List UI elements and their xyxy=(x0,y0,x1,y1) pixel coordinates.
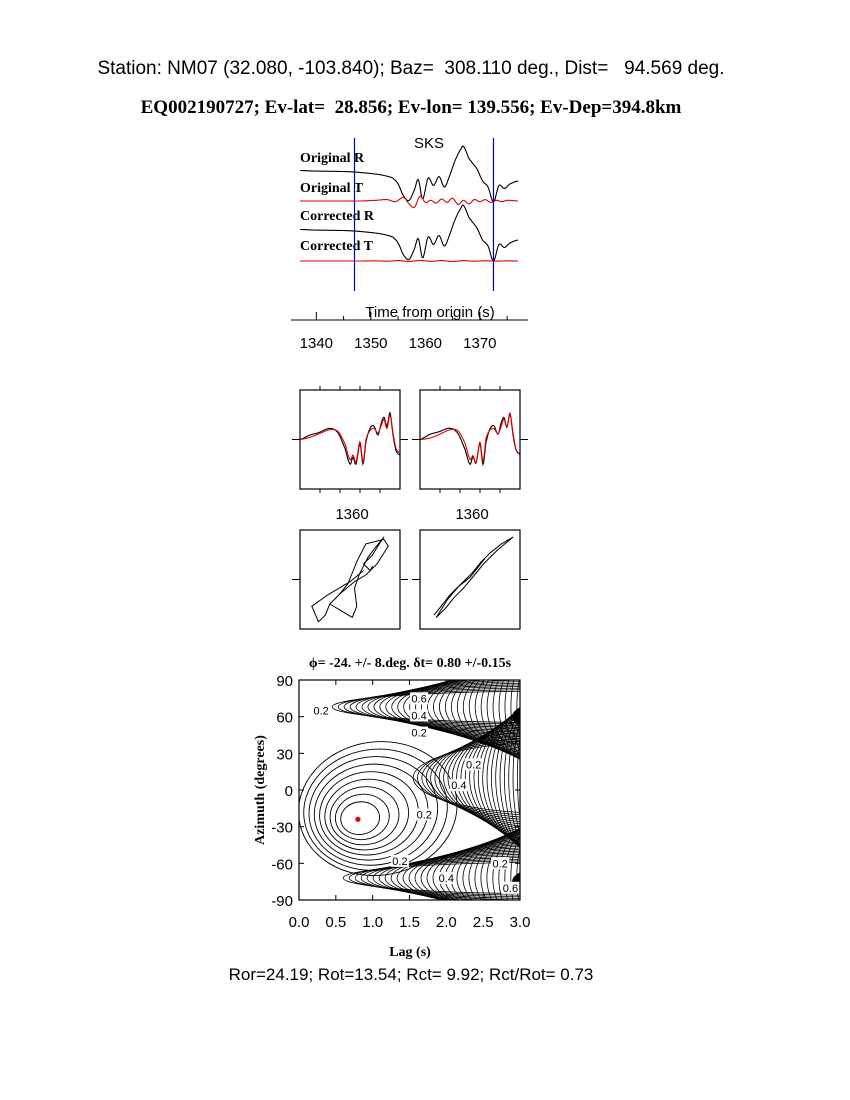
contour-label: 0.2 xyxy=(313,705,329,718)
contour-saturation xyxy=(512,868,572,896)
waveform-fit-frame xyxy=(420,390,520,489)
contour-x-tick-label: 3.0 xyxy=(509,914,531,931)
contour-y-tick-label: -60 xyxy=(271,856,293,874)
contour-x-tick-label: 2.5 xyxy=(472,914,494,931)
contour-label: 0.6 xyxy=(502,882,519,895)
trace-original-t xyxy=(300,196,518,208)
misfit-contour-panel xyxy=(253,637,759,960)
contour-line xyxy=(529,637,563,777)
phase-label: SKS xyxy=(414,135,445,152)
contour-line xyxy=(530,677,561,878)
predicted-waveform xyxy=(300,415,400,462)
waveform-fit-panel-1 xyxy=(292,386,408,523)
contour-label: 0.6 xyxy=(411,693,427,706)
event-info: EQ002190727; Ev-lat= 28.856; Ev-lon= 139.556; Ev-Dep=394.8km xyxy=(140,97,682,118)
fit-statistics: Ror=24.19; Rot=13.54; Rct= 9.92; Rct/Rot= 0.73 xyxy=(228,965,594,984)
contour-y-tick-label: 90 xyxy=(276,673,293,690)
contour-label: 0.2 xyxy=(411,727,427,740)
contour-x-tick-label: 1.5 xyxy=(399,914,420,931)
contour-line xyxy=(338,690,753,725)
seismogram-tick-label: 1350 xyxy=(354,335,388,352)
contour-title: ϕ= -24. +/- 8.deg. δt= 0.80 +/-0.15s xyxy=(308,656,512,671)
contour-line xyxy=(522,682,570,874)
contour-y-tick-label: -90 xyxy=(271,893,293,910)
contour-saturation xyxy=(512,703,572,731)
particle-motion-panel-2 xyxy=(412,530,528,629)
waveform-fit-frame xyxy=(300,390,400,489)
seismogram-tick-label: 1340 xyxy=(299,335,334,352)
contour-label: 0.4 xyxy=(438,873,454,885)
contour-line xyxy=(513,687,579,869)
seismogram-tick-label: 1360 xyxy=(408,335,443,352)
contour-line xyxy=(361,857,730,898)
contour-line xyxy=(529,811,563,944)
particle-motion-path xyxy=(434,537,513,617)
trace-label-original-t: Original T xyxy=(300,181,364,196)
station-info: Station: NM07 (32.080, -103.840); Baz= 308.110 deg., Dist= 94.569 deg. xyxy=(97,58,725,79)
waveform-fit-panel-2 xyxy=(412,386,528,523)
trace-corrected-t xyxy=(300,261,518,262)
contour-y-tick-label: 30 xyxy=(276,746,293,764)
contour-line xyxy=(523,639,569,775)
contour-label: 0.4 xyxy=(411,710,427,723)
contour-label: 0.2 xyxy=(492,858,508,871)
best-fit-marker xyxy=(355,817,360,822)
contour-line xyxy=(332,791,392,843)
particle-motion-panel-1 xyxy=(292,530,408,629)
contour-xlabel: Lag (s) xyxy=(389,945,431,960)
contour-line xyxy=(511,642,581,772)
fit-tick-label: 1360 xyxy=(455,506,489,523)
contour-line xyxy=(526,680,565,876)
contour-line xyxy=(478,706,613,849)
fit-tick-label: 1360 xyxy=(335,506,369,523)
contour-y-tick-label: -30 xyxy=(271,819,293,837)
seismogram-tick-label: 1370 xyxy=(463,335,497,352)
seismogram-xlabel: Time from origin (s) xyxy=(365,304,495,321)
contour-y-tick-label: 60 xyxy=(276,709,293,727)
trace-label-corrected-t: Corrected T xyxy=(300,239,373,254)
trace-label-original-r: Original R xyxy=(300,151,365,166)
contour-x-tick-label: 1.0 xyxy=(362,914,384,931)
waveform-fit-panels xyxy=(292,386,528,523)
contour-label: 0.2 xyxy=(392,855,408,868)
contour-label: 0.4 xyxy=(451,780,467,793)
contour-line xyxy=(517,684,574,871)
contour-ylabel: Azimuth (degrees) xyxy=(253,735,268,845)
contour-x-tick-label: 0.0 xyxy=(288,914,310,931)
predicted-waveform xyxy=(420,414,520,463)
seismogram-panel xyxy=(291,135,528,352)
particle-motion-panels xyxy=(292,530,528,629)
contour-label: 0.2 xyxy=(416,809,432,822)
contour-frame xyxy=(299,680,520,900)
contour-x-tick-label: 2.0 xyxy=(435,914,457,931)
contour-label: 0.2 xyxy=(465,759,482,772)
contour-x-tick-label: 0.5 xyxy=(325,914,347,931)
trace-label-corrected-r: Corrected R xyxy=(300,209,374,224)
particle-motion-path xyxy=(312,537,389,622)
contour-y-tick-label: 0 xyxy=(284,783,293,800)
contour-line xyxy=(517,640,575,773)
